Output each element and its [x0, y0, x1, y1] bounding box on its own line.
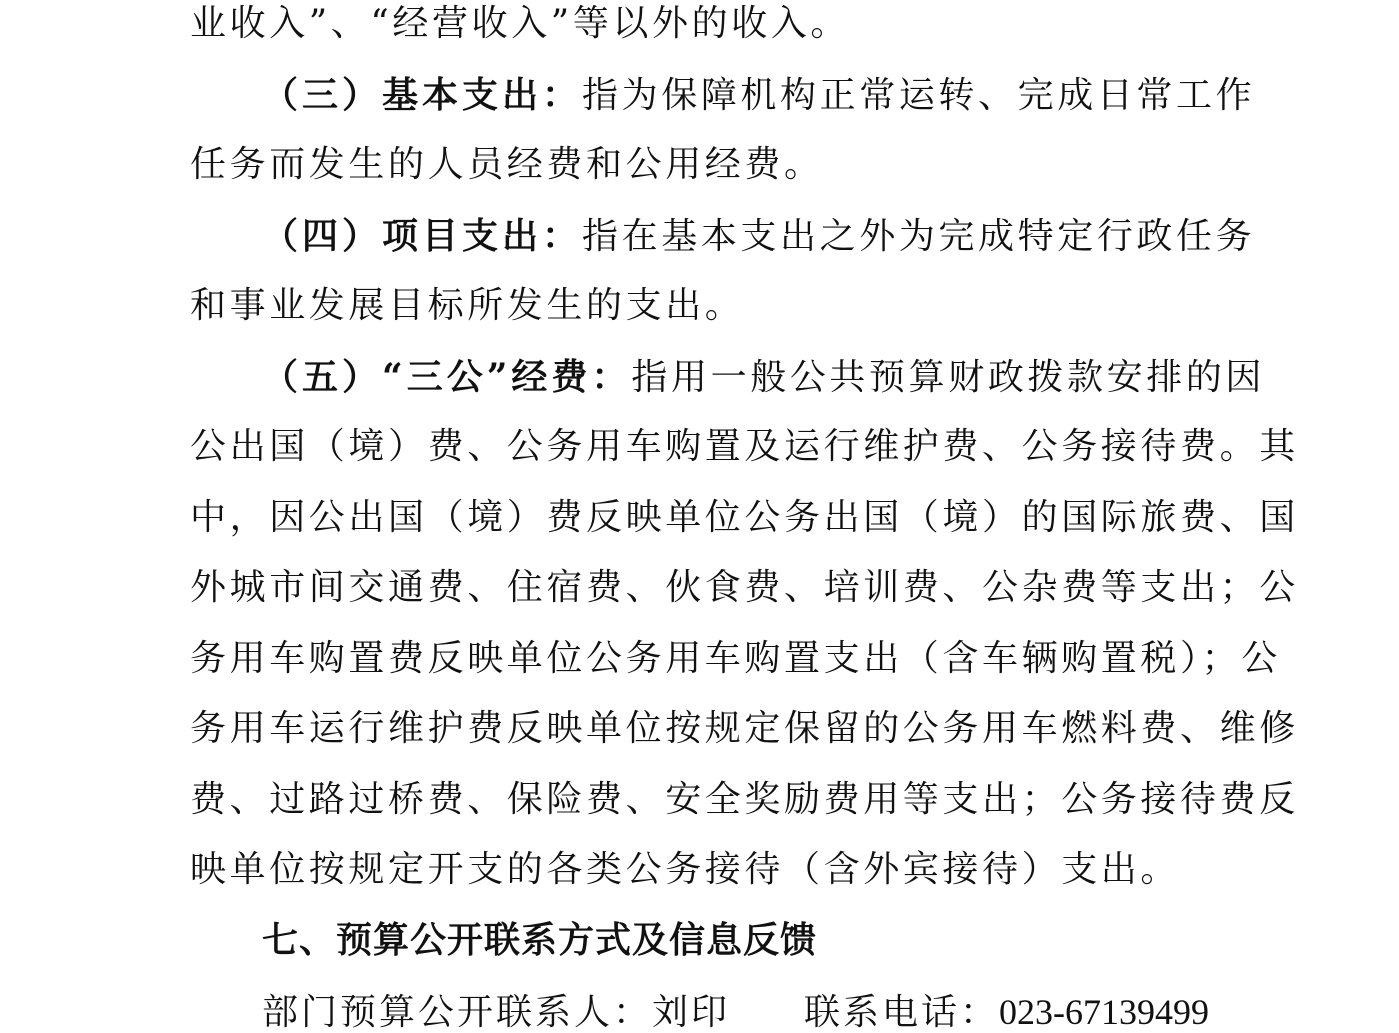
- paragraph-continuation: 业收入”、“经营收入”等以外的收入。: [190, 3, 851, 44]
- item-3-line-2: 任务而发生的人员经费和公用经费。: [190, 144, 824, 185]
- item-3-text: 指为保障机构正常运转、完成日常工作: [582, 75, 1256, 116]
- item-3-label: （三）基本支出：: [262, 74, 583, 116]
- contact-person-label: 部门预算公开联系人：: [262, 992, 653, 1033]
- contact-phone-number: 023-67139499: [999, 992, 1210, 1032]
- item-5-line: 务用车运行维护费反映单位按规定保留的公务用车燃料费、维修: [190, 708, 1299, 749]
- item-4-label: （四）项目支出：: [262, 215, 583, 257]
- contact-line: [262, 992, 1209, 1033]
- item-5-line: 中，因公出国（境）费反映单位公务出国（境）的国际旅费、国: [190, 497, 1299, 538]
- item-4-line-1: [262, 215, 1256, 257]
- item-5-line-last: 映单位按规定开支的各类公务接待（含外宾接待）支出。: [190, 849, 1181, 890]
- item-3-line-1: [262, 74, 1256, 116]
- item-5-line: 务用车购置费反映单位公务用车购置支出（含车辆购置税）；公: [190, 638, 1281, 679]
- item-5-label: （五）“三公”经费：: [262, 356, 632, 398]
- item-5-text: 指用一般公共预算财政拨款安排的因: [631, 357, 1266, 398]
- section-7-heading: 七、预算公开联系方式及信息反馈: [262, 920, 818, 961]
- item-4-line-2: 和事业发展目标所发生的支出。: [190, 285, 745, 326]
- item-5-line-1: [262, 356, 1266, 398]
- item-5-line: 外城市间交通费、住宿费、伙食费、培训费、公杂费等支出；公: [190, 567, 1299, 608]
- item-4-text: 指在基本支出之外为完成特定行政任务: [582, 216, 1256, 257]
- item-5-line: 公出国（境）费、公务用车购置及运行维护费、公务接待费。其: [190, 426, 1299, 467]
- item-5-line: 费、过路过桥费、保险费、安全奖励费用等支出；公务接待费反: [190, 779, 1299, 820]
- contact-person-name: 刘印: [652, 992, 731, 1033]
- contact-phone-label: 联系电话：: [804, 992, 1000, 1033]
